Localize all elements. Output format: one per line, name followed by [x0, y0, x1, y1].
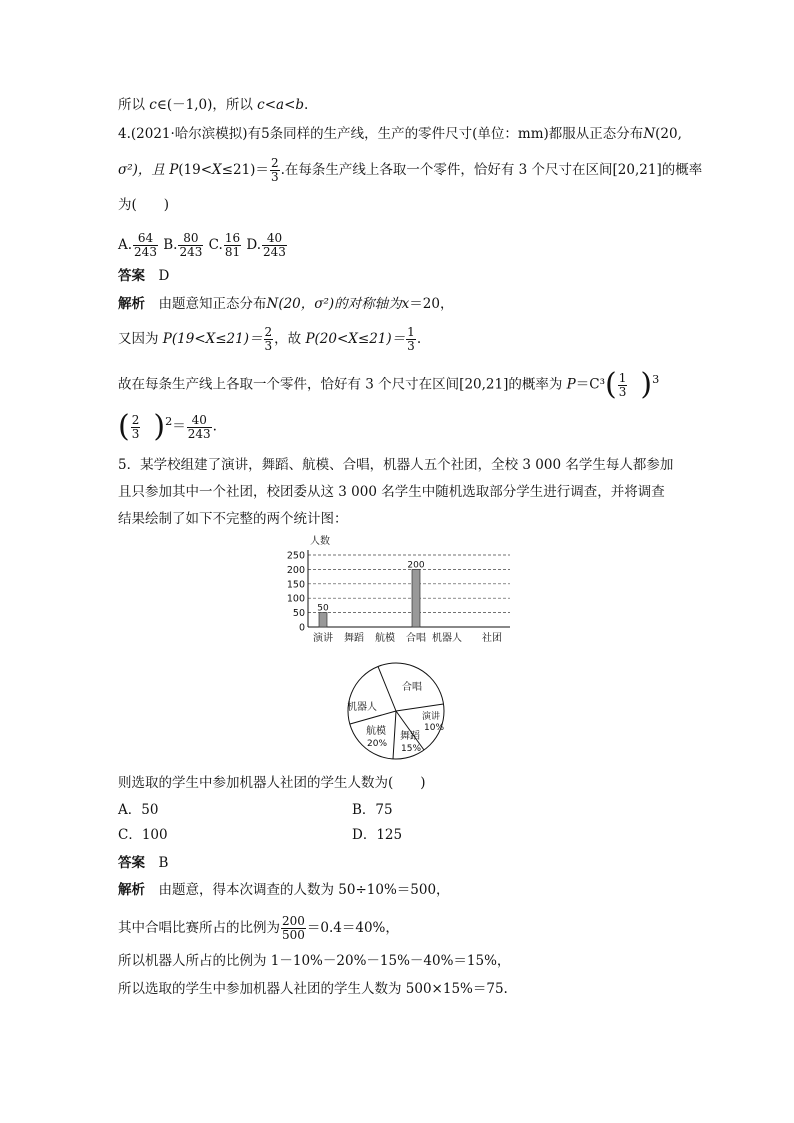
bar-category-label: 合唱 [406, 633, 426, 644]
q5-option-a: A．50 [118, 802, 159, 818]
q5-stem-line1: 5．某学校组建了演讲，舞蹈、航模、合唱，机器人五个社团，全校 3 000 名学生每人都参加 [118, 457, 674, 473]
pie-percent-hangmo: 20% [367, 739, 388, 749]
q4-analysis-line2: 又因为 P(19<X≤21)＝ $\frac{2}{3}$ ，故 P(20<X≤21)＝ $\frac{1}{3}$ . [118, 325, 422, 353]
pie-label-jiqiren: 机器人 [347, 702, 377, 713]
q4-answer: 答案 D [118, 268, 170, 284]
q5-stem-line3: 结果绘制了如下不完整的两个统计图： [118, 511, 348, 527]
bar-category-label: 机器人 [432, 633, 462, 644]
pie-label-wudao: 舞蹈 [400, 731, 420, 742]
q4-analysis-line3: 故在每条生产线上各取一个零件，恰好有 3 个尺寸在区间[20,21]的概率为 P＝C³( $\frac{1}{3}$ )$^3$ [118, 367, 660, 402]
q5-option-c: C．100 [118, 827, 168, 843]
bar-ytick-label: 50 [292, 608, 305, 620]
q5-question: 则选取的学生中参加机器人社团的学生人数为( ) [118, 775, 426, 791]
bar-ytick-label: 150 [286, 579, 305, 591]
bar [319, 613, 327, 627]
q4-stem-line1: 4.(2021·哈尔滨模拟)有5条同样的生产线，生产的零件尺寸(单位：mm)都服从正态分布N(20, [118, 126, 682, 142]
pie-percent-wudao: 15% [401, 744, 422, 754]
bar-category-label: 舞蹈 [344, 633, 364, 644]
pie-chart [340, 660, 452, 762]
bar-category-label: 演讲 [313, 633, 333, 644]
q4-analysis-line4: ( $\frac{2}{3}$ )$^2$＝ $\frac{40}{243}$ . [118, 409, 217, 444]
bar-chart [280, 532, 520, 652]
q4-stem-line2: σ²)，且 P(19<X≤21)＝ $\frac{2}{3}$ .在每条生产线上各取一个零件，恰好有 3 个尺寸在区间[20,21]的概率 [118, 156, 703, 184]
q5-option-b: B．75 [352, 802, 393, 818]
fraction: $\frac{2}{3}$ [270, 156, 279, 184]
q4-stem-line3: 为( ) [118, 197, 170, 213]
q5-analysis-line2: 其中合唱比赛所占的比例为 $\frac{200}{500}$ ＝0.4＝40%， [118, 914, 399, 942]
bar-ytick-label: 250 [286, 550, 305, 562]
pie-label-hechang: 合唱 [402, 682, 422, 693]
q4-analysis-line1: 解析 由题意知正态分布N(20，σ²)的对称轴为x＝20， [118, 296, 454, 312]
pie-label-hangmo: 航模 [366, 726, 386, 737]
q5-analysis-line1: 解析 由题意，得本次调查的人数为 50÷10%＝500， [118, 882, 450, 898]
bar-category-label: 航模 [375, 633, 395, 644]
q5-stem-line2: 且只参加其中一个社团，校团委从这 3 000 名学生中随机选取部分学生进行调查，并将调查 [118, 484, 665, 500]
q3-conclusion: 所以 c∈(－1,0)，所以 c<a<b. [118, 97, 309, 113]
bar-ytick-label: 200 [286, 564, 305, 576]
pie-label-yanjiang: 演讲 [422, 712, 441, 722]
bar-value-label: 200 [407, 560, 425, 571]
bar [412, 569, 420, 627]
q4-options: A. $\frac{64}{243}$ B. $\frac{80}{243}$ C. $\frac{16}{81}$ D. $\frac{40}{243}$ [118, 231, 286, 259]
pie-percent-yanjiang: 10% [424, 723, 445, 733]
bar-ytick-label: 100 [286, 593, 305, 605]
bar-value-label: 50 [317, 603, 329, 614]
q5-option-d: D．125 [352, 827, 403, 843]
bar-ytick-label: 0 [298, 622, 305, 634]
q5-analysis-line4: 所以选取的学生中参加机器人社团的学生人数为 500×15%＝75. [118, 981, 508, 997]
bar-xlabel: 社团 [482, 633, 502, 644]
bar-ylabel: 人数 [310, 536, 330, 547]
q5-analysis-line3: 所以机器人所占的比例为 1－10%－20%－15%－40%＝15%， [118, 953, 511, 969]
q5-answer: 答案 B [118, 855, 169, 871]
